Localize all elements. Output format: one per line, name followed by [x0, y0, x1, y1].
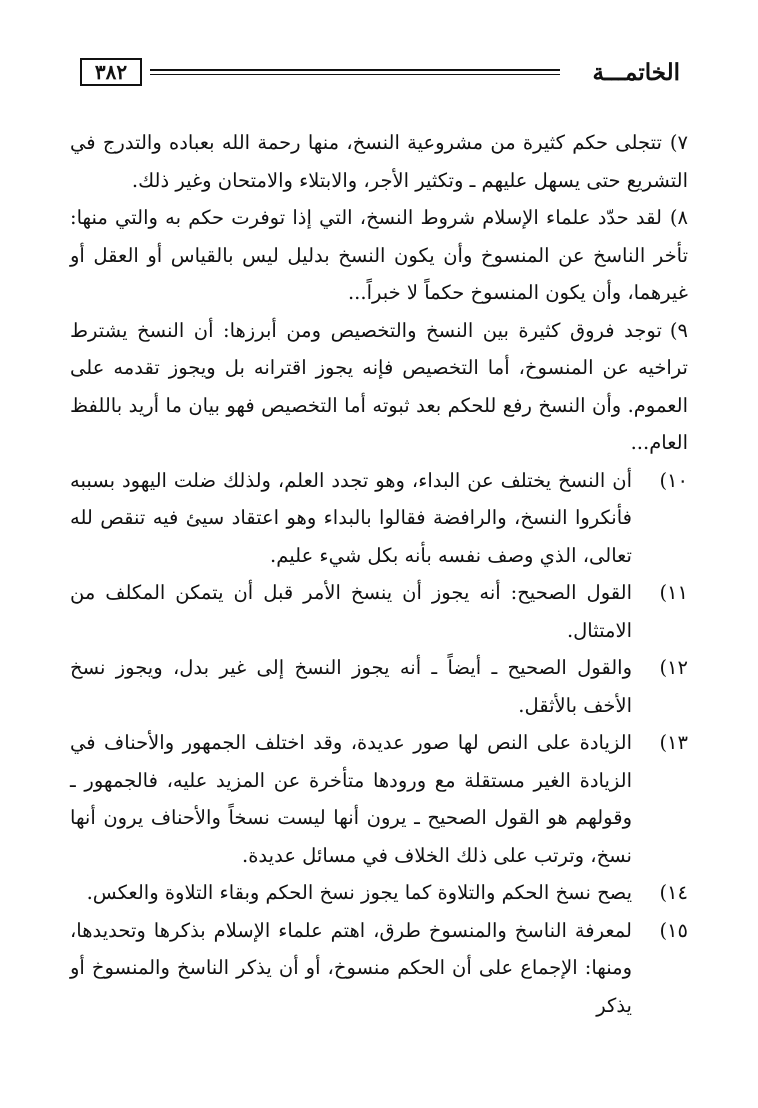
- item-number: ١٥): [659, 918, 688, 942]
- item-text: والقول الصحيح ـ أيضاً ـ أنه يجوز النسخ إلى غير بدل، ويجوز نسخ الأخف بالأثقل.: [70, 656, 632, 717]
- item-number: ١٠): [659, 468, 688, 492]
- item-text: يصح نسخ الحكم والتلاوة كما يجوز نسخ الحكم وبقاء التلاوة والعكس.: [86, 881, 632, 904]
- item-number: ١٣): [659, 731, 688, 754]
- item-number: ١٢): [659, 656, 688, 679]
- header-rule: [150, 69, 560, 75]
- list-item: [70, 574, 688, 649]
- list-item: [70, 199, 688, 312]
- list-item: [70, 649, 688, 724]
- list-item: [70, 874, 688, 912]
- item-text: توجد فروق كثيرة بين النسخ والتخصيص ومن أبرزها: أن النسخ يشترط تراخيه عن المنسوخ، أما التخصيص فإنه يجوز اقترانه بل ويجوز تقدمه على العموم. وأن النسخ رفع للحكم بعد ثبوته أما التخصيص فهو بيان ما أريد باللفظ العام...: [70, 318, 688, 454]
- item-number: ٩): [669, 318, 688, 342]
- item-text: الزيادة على النص لها صور عديدة، وقد اختلف الجمهور والأحناف في الزيادة الغير مستقلة مع ورودها متأخرة عن المزيد عليه، فالجمهور ـ وقولهم هو القول الصحيح ـ يرون أنها ليست نسخاً والأحناف يرون أنها نسخ، وترتب على ذلك الخلاف في مسائل عديدة.: [70, 731, 632, 867]
- page-number: ٣٨٢: [80, 58, 142, 86]
- item-text: القول الصحيح: أنه يجوز أن ينسخ الأمر قبل أن يتمكن المكلف من الامتثال.: [70, 581, 632, 642]
- conclusion-list: [70, 124, 688, 1024]
- list-item: [70, 124, 688, 199]
- item-number: ٧): [669, 131, 688, 154]
- item-text: تتجلى حكم كثيرة من مشروعية النسخ، منها رحمة الله بعباده والتدرج في التشريع حتى يسهل عليهم ـ وتكثير الأجر، والابتلاء والامتحان وغير ذلك.: [70, 131, 688, 192]
- item-number: ١٤): [659, 881, 688, 904]
- list-item: [70, 312, 688, 462]
- item-text: أن النسخ يختلف عن البداء، وهو تجدد العلم، ولذلك ضلت اليهود بسببه فأنكروا النسخ، والرافضة فقالوا بالبداء وهو اعتقاد سيئ فيه تنقص لله تعالى، الذي وصف نفسه بأنه بكل شيء عليم.: [70, 468, 632, 567]
- chapter-title: الخاتمـــة: [592, 59, 680, 86]
- page-header: [80, 58, 680, 92]
- list-item: [70, 912, 688, 1025]
- item-number: ٨): [669, 206, 688, 229]
- list-item: [70, 462, 688, 575]
- list-item: [70, 724, 688, 874]
- item-text: لمعرفة الناسخ والمنسوخ طرق، اهتم علماء الإسلام بذكرها وتحديدها، ومنها: الإجماع على أن الحكم منسوخ، أو أن يذكر الناسخ والمنسوخ أو يذكر: [70, 918, 632, 1017]
- item-number: ١١): [659, 581, 688, 604]
- item-text: لقد حدّد علماء الإسلام شروط النسخ، التي إذا توفرت حكم به والتي منها: تأخر الناسخ عن المنسوخ وأن يكون النسخ بدليل ليس بالقياس أو العقل أو غيرهما، وأن يكون المنسوخ حكماً لا خبراً...: [70, 206, 688, 304]
